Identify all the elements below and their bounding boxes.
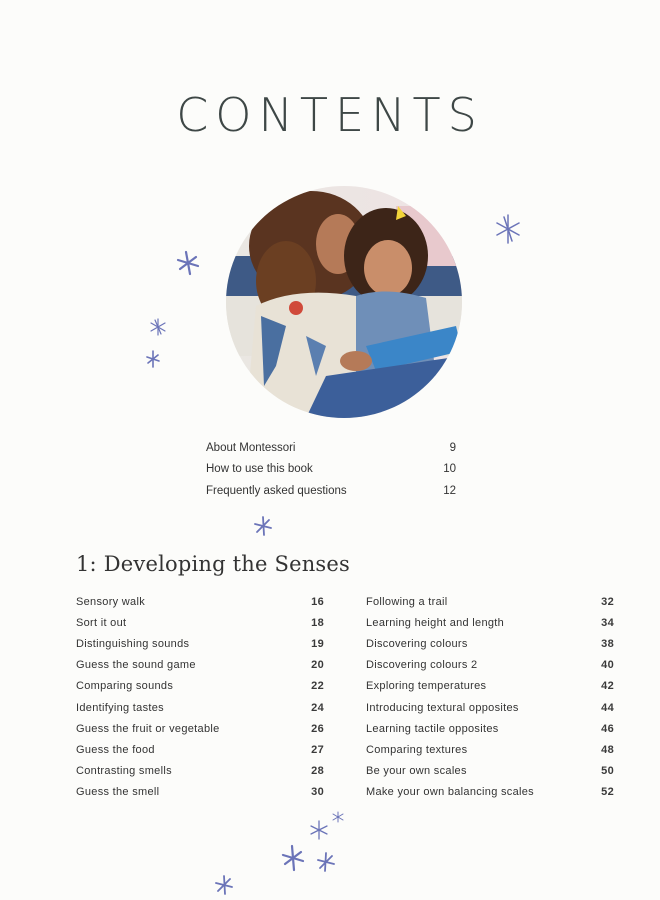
toc-entry[interactable] (206, 480, 456, 502)
star-icon (150, 318, 166, 336)
toc-entry-label: Guess the fruit or vegetable (76, 722, 220, 735)
star-icon (317, 852, 335, 872)
toc-entry[interactable] (76, 782, 324, 803)
toc-entry-label: Contrasting smells (76, 765, 172, 778)
star-icon (254, 516, 272, 536)
toc-entry-label: Frequently asked questions (206, 484, 347, 497)
star-icon (310, 820, 328, 840)
toc-entry[interactable] (76, 676, 324, 697)
toc-entry-label: Discovering colours (366, 637, 468, 650)
toc-entry-label: Identifying tastes (76, 701, 164, 714)
toc-entry[interactable] (366, 761, 614, 782)
toc-entry[interactable] (206, 459, 456, 481)
toc-entry-page: 18 (311, 616, 324, 629)
toc-entry[interactable] (76, 761, 324, 782)
star-icon (495, 214, 521, 244)
intro-toc (206, 437, 456, 502)
toc-entry[interactable] (366, 655, 614, 676)
toc-entry-page: 12 (443, 484, 456, 497)
toc-entry-page: 20 (311, 659, 324, 672)
toc-entry-page: 10 (443, 463, 456, 476)
toc-entry-page: 28 (311, 765, 324, 778)
toc-entry-page: 32 (601, 595, 614, 608)
toc-entry-label: Guess the sound game (76, 659, 196, 672)
toc-column-left (76, 591, 324, 803)
star-icon (332, 811, 344, 823)
toc-entry-label: About Montessori (206, 441, 296, 454)
toc-entry-page: 27 (311, 743, 324, 756)
toc-entry[interactable] (76, 739, 324, 760)
star-icon (146, 350, 160, 368)
toc-entry[interactable] (366, 697, 614, 718)
toc-entry[interactable] (366, 591, 614, 612)
page-title: CONTENTS (176, 88, 484, 142)
toc-entry[interactable] (366, 718, 614, 739)
toc-entry-page: 46 (601, 722, 614, 735)
toc-entry[interactable] (76, 718, 324, 739)
toc-entry-page: 52 (601, 786, 614, 799)
toc-entry-label: Distinguishing sounds (76, 637, 190, 650)
toc-entry-page: 34 (601, 616, 614, 629)
toc-entry[interactable] (366, 782, 614, 803)
toc-entry[interactable] (366, 612, 614, 633)
toc-column-right (366, 591, 614, 803)
toc-entry-page: 40 (601, 659, 614, 672)
toc-entry-label: Make your own balancing scales (366, 786, 534, 799)
toc-entry-page: 19 (311, 637, 324, 650)
toc-entry[interactable] (366, 739, 614, 760)
toc-entry-page: 24 (311, 701, 324, 714)
star-icon (176, 250, 200, 276)
star-icon (281, 844, 305, 872)
toc-entry-label: Guess the food (76, 743, 155, 756)
star-icon (215, 875, 233, 895)
toc-entry-label: Comparing textures (366, 743, 468, 756)
toc-entry-label: Introducing textural opposites (366, 701, 519, 714)
toc-entry-page: 38 (601, 637, 614, 650)
toc-entry-label: Guess the smell (76, 786, 160, 799)
toc-entry-page: 44 (601, 701, 614, 714)
reading-photo (226, 186, 462, 418)
toc-entry-page: 50 (601, 765, 614, 778)
toc-entry-page: 22 (311, 680, 324, 693)
toc-entry-label: Discovering colours 2 (366, 659, 478, 672)
toc-entry-label: Sort it out (76, 616, 127, 629)
toc-entry[interactable] (76, 591, 324, 612)
toc-entry-label: Learning tactile opposites (366, 722, 499, 735)
toc-entry-label: Exploring temperatures (366, 680, 487, 693)
toc-entry-label: How to use this book (206, 463, 313, 476)
toc-entry-label: Comparing sounds (76, 680, 174, 693)
toc-entry[interactable] (366, 676, 614, 697)
toc-entry[interactable] (76, 655, 324, 676)
toc-entry-page: 16 (311, 595, 324, 608)
toc-entry-page: 9 (449, 441, 456, 454)
toc-entry-label: Learning height and length (366, 616, 505, 629)
section-heading: 1: Developing the Senses (76, 552, 351, 576)
toc-entry-label: Be your own scales (366, 765, 467, 778)
toc-entry[interactable] (206, 437, 456, 459)
toc-entry-label: Following a trail (366, 595, 448, 608)
toc-entry[interactable] (76, 697, 324, 718)
toc-entry[interactable] (366, 633, 614, 654)
toc-entry-page: 26 (311, 722, 324, 735)
toc-entry-page: 48 (601, 743, 614, 756)
toc-entry[interactable] (76, 633, 324, 654)
toc-entry-label: Sensory walk (76, 595, 146, 608)
toc-entry-page: 42 (601, 680, 614, 693)
toc-entry[interactable] (76, 612, 324, 633)
toc-entry-page: 30 (311, 786, 324, 799)
